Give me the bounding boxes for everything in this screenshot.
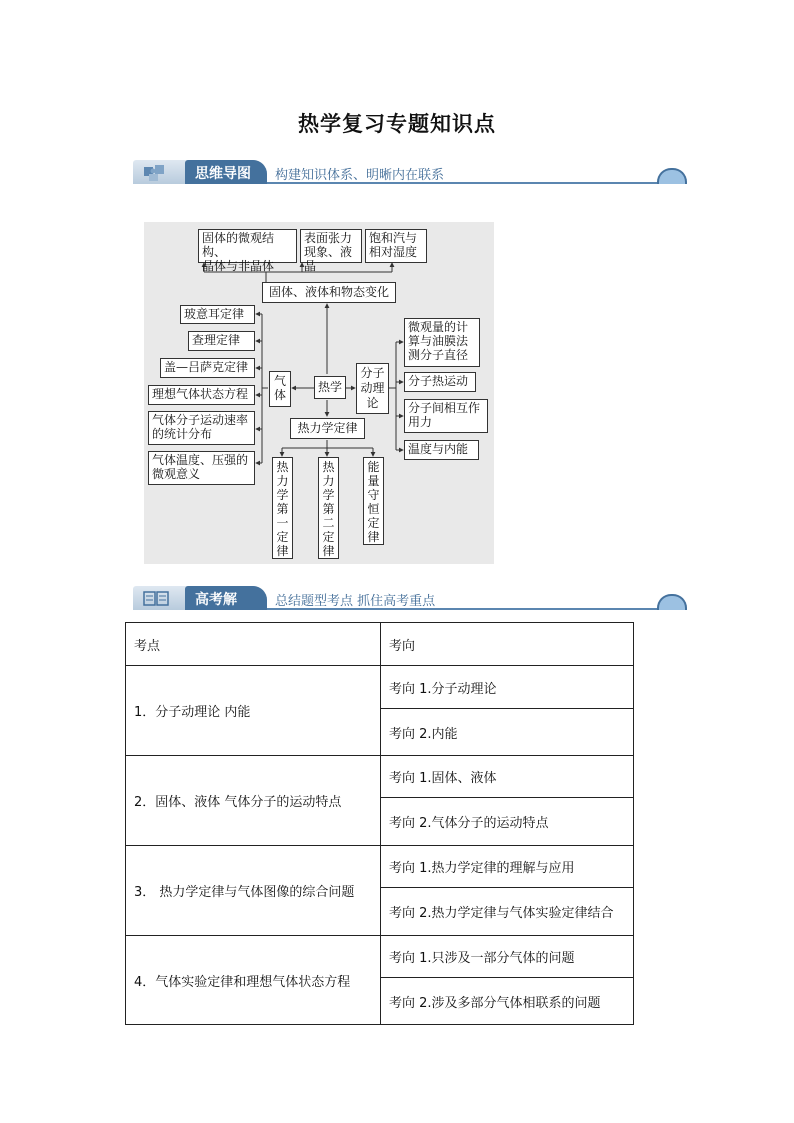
puzzle-icon [141, 162, 171, 182]
banner-tab-label: 高考解 [195, 592, 237, 608]
node-gas: 气 体 [269, 371, 291, 407]
table-row [126, 846, 634, 888]
section-banner-mindmap [133, 158, 687, 190]
node-speed-distribution: 气体分子运动速率 的统计分布 [148, 411, 255, 445]
node-surface-tension: 表面张力 现象、液晶 [300, 229, 362, 263]
node-micro-calculation: 微观量的计 算与油膜法 测分子直径 [404, 318, 480, 367]
banner-tab-label: 思维导图 [195, 166, 251, 182]
direction-cell: 考向 1.只涉及一部分气体的问题 [381, 936, 634, 978]
node-solid-microstructure: 固体的微观结构、 晶体与非晶体 [198, 229, 297, 263]
section-banner-exam [133, 584, 687, 616]
page-title: 热学复习专题知识点 [298, 112, 496, 136]
direction-cell: 考向 1.热力学定律的理解与应用 [381, 846, 634, 888]
node-boyle-law: 玻意耳定律 [180, 305, 255, 324]
direction-cell: 考向 2.气体分子的运动特点 [381, 798, 634, 846]
point-cell: 4．气体实验定律和理想气体状态方程 [126, 936, 381, 1025]
point-cell: 1．分子动理论 内能 [126, 666, 381, 756]
direction-cell: 考向 2.涉及多部分气体相联系的问题 [381, 978, 634, 1025]
table-row [126, 756, 634, 798]
table-row [126, 936, 634, 978]
node-molecular-motion: 分子热运动 [404, 372, 476, 392]
exam-points-table [125, 622, 634, 1025]
header-cell-direction: 考向 [381, 623, 634, 666]
node-intermolecular-force: 分子间相互作 用力 [404, 399, 488, 433]
banner-dome-decoration [657, 594, 687, 610]
point-cell: 3． 热力学定律与气体图像的综合问题 [126, 846, 381, 936]
node-first-law: 热 力 学 第 一 定 律 [272, 457, 293, 559]
direction-cell: 考向 1.分子动理论 [381, 666, 634, 709]
banner-subtitle: 总结题型考点 抓住高考重点 [275, 594, 436, 609]
direction-cell: 考向 2.内能 [381, 709, 634, 756]
header-cell-point: 考点 [126, 623, 381, 666]
node-energy-conservation: 能 量 守 恒 定 律 [363, 457, 384, 545]
node-thermodynamics-laws: 热力学定律 [290, 418, 365, 439]
table-row [126, 666, 634, 709]
node-solid-liquid-phase: 固体、液体和物态变化 [262, 282, 396, 303]
banner-dome-decoration [657, 168, 687, 184]
mind-map [144, 222, 494, 564]
book-icon [141, 588, 171, 608]
point-cell: 2．固体、液体 气体分子的运动特点 [126, 756, 381, 846]
node-ideal-gas-equation: 理想气体状态方程 [148, 385, 255, 405]
direction-cell: 考向 2.热力学定律与气体实验定律结合 [381, 888, 634, 936]
node-molecular-theory: 分子 动理 论 [356, 363, 389, 414]
node-saturated-vapor: 饱和汽与 相对湿度 [365, 229, 427, 263]
node-charles-law: 查理定律 [188, 331, 255, 351]
banner-subtitle: 构建知识体系、明晰内在联系 [275, 168, 445, 183]
node-gay-lussac-law: 盖—吕萨克定律 [160, 358, 255, 378]
node-temperature-internal-energy: 温度与内能 [404, 440, 479, 460]
node-second-law: 热 力 学 第 二 定 律 [318, 457, 339, 559]
node-thermal-center: 热学 [314, 376, 346, 399]
direction-cell: 考向 1.固体、液体 [381, 756, 634, 798]
node-temperature-pressure-meaning: 气体温度、压强的 微观意义 [148, 451, 255, 485]
table-header-row [126, 623, 634, 666]
